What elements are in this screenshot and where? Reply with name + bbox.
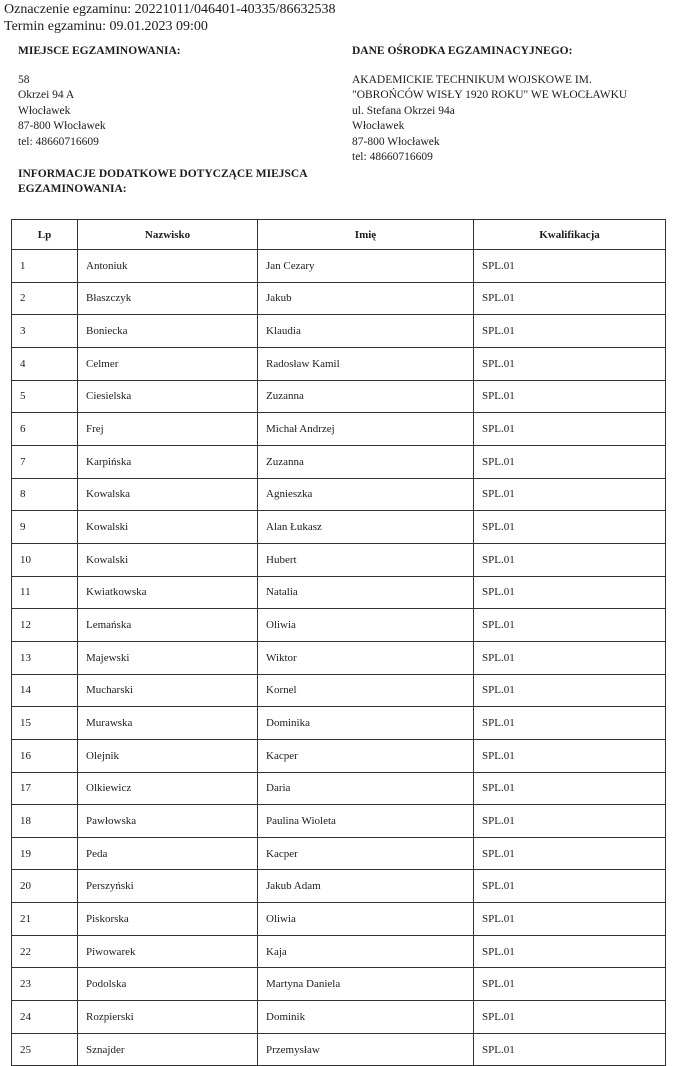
cell-lp: 20 <box>12 870 78 903</box>
cell-lp: 21 <box>12 903 78 936</box>
cell-surname: Olejnik <box>78 739 258 772</box>
cell-first-name: Jakub <box>258 282 474 315</box>
table-row <box>12 543 666 576</box>
cell-surname: Pawłowska <box>78 805 258 838</box>
cell-qualification: SPL.01 <box>474 935 666 968</box>
table-row <box>12 511 666 544</box>
cell-first-name: Dominik <box>258 1001 474 1034</box>
cell-lp: 8 <box>12 478 78 511</box>
exam-center-line: "OBROŃCÓW WISŁY 1920 ROKU" WE WŁOCŁAWKU <box>352 89 628 101</box>
cell-lp: 23 <box>12 968 78 1001</box>
cell-lp: 16 <box>12 739 78 772</box>
exam-place-line: Okrzei 94 A <box>18 89 75 101</box>
cell-surname: Kowalska <box>78 478 258 511</box>
table-row <box>12 837 666 870</box>
cell-qualification: SPL.01 <box>474 282 666 315</box>
cell-first-name: Radosław Kamil <box>258 347 474 380</box>
exam-place-address <box>18 73 318 151</box>
cell-surname: Lemańska <box>78 609 258 642</box>
cell-lp: 1 <box>12 250 78 283</box>
table-row <box>12 968 666 1001</box>
exam-place-line: tel: 48660716609 <box>18 135 99 148</box>
cell-first-name: Martyna Daniela <box>258 968 474 1001</box>
cell-surname: Kwiatkowska <box>78 576 258 609</box>
cell-qualification: SPL.01 <box>474 347 666 380</box>
cell-first-name: Kornel <box>258 674 474 707</box>
cell-first-name: Daria <box>258 772 474 805</box>
cell-surname: Piskorska <box>78 903 258 936</box>
table-row <box>12 445 666 478</box>
cell-surname: Sznajder <box>78 1033 258 1066</box>
exam-center-line: tel: 48660716609 <box>352 151 433 163</box>
cell-lp: 4 <box>12 347 78 380</box>
cell-lp: 13 <box>12 641 78 674</box>
candidates-table <box>11 219 666 1066</box>
table-body <box>12 250 666 1066</box>
cell-qualification: SPL.01 <box>474 837 666 870</box>
cell-lp: 24 <box>12 1001 78 1034</box>
cell-lp: 10 <box>12 543 78 576</box>
exam-place-title: MIEJSCE EGZAMINOWANIA: <box>18 45 181 57</box>
cell-qualification: SPL.01 <box>474 805 666 838</box>
table-row <box>12 250 666 283</box>
cell-qualification: SPL.01 <box>474 968 666 1001</box>
table-row <box>12 1001 666 1034</box>
exam-place-line: 87-800 Włocławek <box>18 120 106 132</box>
cell-qualification: SPL.01 <box>474 315 666 348</box>
cell-qualification: SPL.01 <box>474 478 666 511</box>
cell-lp: 22 <box>12 935 78 968</box>
cell-qualification: SPL.01 <box>474 543 666 576</box>
cell-surname: Kowalski <box>78 511 258 544</box>
cell-lp: 2 <box>12 282 78 315</box>
cell-first-name: Przemysław <box>258 1033 474 1066</box>
cell-surname: Celmer <box>78 347 258 380</box>
cell-qualification: SPL.01 <box>474 641 666 674</box>
cell-first-name: Jan Cezary <box>258 250 474 283</box>
cell-lp: 17 <box>12 772 78 805</box>
table-row <box>12 739 666 772</box>
cell-qualification: SPL.01 <box>474 1001 666 1034</box>
cell-surname: Perszyński <box>78 870 258 903</box>
table-row <box>12 870 666 903</box>
cell-first-name: Wiktor <box>258 641 474 674</box>
exam-code: Oznaczenie egzaminu: 20221011/046401-40335/86632538 <box>4 2 336 17</box>
exam-center-line: Włocławek <box>352 120 405 132</box>
cell-lp: 18 <box>12 805 78 838</box>
cell-qualification: SPL.01 <box>474 511 666 544</box>
table-row <box>12 674 666 707</box>
cell-surname: Błaszczyk <box>78 282 258 315</box>
cell-surname: Majewski <box>78 641 258 674</box>
cell-first-name: Oliwia <box>258 903 474 936</box>
exam-center-title: DANE OŚRODKA EGZAMINACYJNEGO: <box>352 45 573 57</box>
cell-first-name: Kacper <box>258 837 474 870</box>
table-row <box>12 805 666 838</box>
table-row <box>12 903 666 936</box>
table-row <box>12 935 666 968</box>
exam-date: Termin egzaminu: 09.01.2023 09:00 <box>4 19 208 34</box>
table-row <box>12 609 666 642</box>
cell-qualification: SPL.01 <box>474 1033 666 1066</box>
exam-center-address <box>352 73 672 166</box>
cell-lp: 6 <box>12 413 78 446</box>
cell-lp: 5 <box>12 380 78 413</box>
additional-info-title-line: EGZAMINOWANIA: <box>18 183 127 195</box>
table-row <box>12 576 666 609</box>
cell-qualification: SPL.01 <box>474 445 666 478</box>
exam-center-line: ul. Stefana Okrzei 94a <box>352 104 455 117</box>
cell-surname: Ciesielska <box>78 380 258 413</box>
cell-first-name: Hubert <box>258 543 474 576</box>
table-row <box>12 380 666 413</box>
cell-surname: Peda <box>78 837 258 870</box>
exam-place-line: Włocławek <box>18 104 71 117</box>
exam-place-section <box>18 44 318 150</box>
cell-lp: 25 <box>12 1033 78 1066</box>
table-header-row <box>12 220 666 250</box>
cell-qualification: SPL.01 <box>474 413 666 446</box>
cell-lp: 15 <box>12 707 78 740</box>
cell-lp: 7 <box>12 445 78 478</box>
cell-lp: 9 <box>12 511 78 544</box>
cell-first-name: Paulina Wioleta <box>258 805 474 838</box>
cell-lp: 3 <box>12 315 78 348</box>
cell-lp: 11 <box>12 576 78 609</box>
cell-surname: Frej <box>78 413 258 446</box>
cell-first-name: Michał Andrzej <box>258 413 474 446</box>
cell-lp: 19 <box>12 837 78 870</box>
column-header-surname: Nazwisko <box>78 220 258 250</box>
exam-place-line: 58 <box>18 73 30 86</box>
cell-surname: Olkiewicz <box>78 772 258 805</box>
cell-qualification: SPL.01 <box>474 609 666 642</box>
cell-qualification: SPL.01 <box>474 250 666 283</box>
exam-center-line: 87-800 Włocławek <box>352 135 440 148</box>
column-header-first-name: Imię <box>258 220 474 250</box>
cell-first-name: Agnieszka <box>258 478 474 511</box>
table-row <box>12 1033 666 1066</box>
cell-first-name: Oliwia <box>258 609 474 642</box>
table-row <box>12 315 666 348</box>
cell-qualification: SPL.01 <box>474 870 666 903</box>
table-row <box>12 282 666 315</box>
cell-first-name: Dominika <box>258 707 474 740</box>
cell-qualification: SPL.01 <box>474 380 666 413</box>
cell-first-name: Kaja <box>258 935 474 968</box>
additional-info-title <box>18 167 338 197</box>
exam-center-section <box>352 44 672 166</box>
table-row <box>12 478 666 511</box>
cell-surname: Piwowarek <box>78 935 258 968</box>
cell-qualification: SPL.01 <box>474 772 666 805</box>
cell-qualification: SPL.01 <box>474 576 666 609</box>
cell-qualification: SPL.01 <box>474 739 666 772</box>
table-row <box>12 772 666 805</box>
table-row <box>12 707 666 740</box>
cell-surname: Podolska <box>78 968 258 1001</box>
column-header-qualification: Kwalifikacja <box>474 220 666 250</box>
cell-lp: 12 <box>12 609 78 642</box>
column-header-lp: Lp <box>12 220 78 250</box>
exam-center-line: AKADEMICKIE TECHNIKUM WOJSKOWE IM. <box>352 73 592 86</box>
cell-surname: Kowalski <box>78 543 258 576</box>
cell-first-name: Zuzanna <box>258 445 474 478</box>
cell-surname: Mucharski <box>78 674 258 707</box>
cell-first-name: Kacper <box>258 739 474 772</box>
cell-first-name: Alan Łukasz <box>258 511 474 544</box>
cell-surname: Karpińska <box>78 445 258 478</box>
cell-first-name: Zuzanna <box>258 380 474 413</box>
additional-info-title-line: INFORMACJE DODATKOWE DOTYCZĄCE MIEJSCA <box>18 168 308 180</box>
cell-lp: 14 <box>12 674 78 707</box>
table-row <box>12 347 666 380</box>
cell-first-name: Klaudia <box>258 315 474 348</box>
cell-qualification: SPL.01 <box>474 707 666 740</box>
table-row <box>12 413 666 446</box>
cell-surname: Murawska <box>78 707 258 740</box>
cell-qualification: SPL.01 <box>474 903 666 936</box>
cell-surname: Antoniuk <box>78 250 258 283</box>
cell-first-name: Natalia <box>258 576 474 609</box>
cell-qualification: SPL.01 <box>474 674 666 707</box>
cell-surname: Rozpierski <box>78 1001 258 1034</box>
cell-first-name: Jakub Adam <box>258 870 474 903</box>
cell-surname: Boniecka <box>78 315 258 348</box>
table-row <box>12 641 666 674</box>
